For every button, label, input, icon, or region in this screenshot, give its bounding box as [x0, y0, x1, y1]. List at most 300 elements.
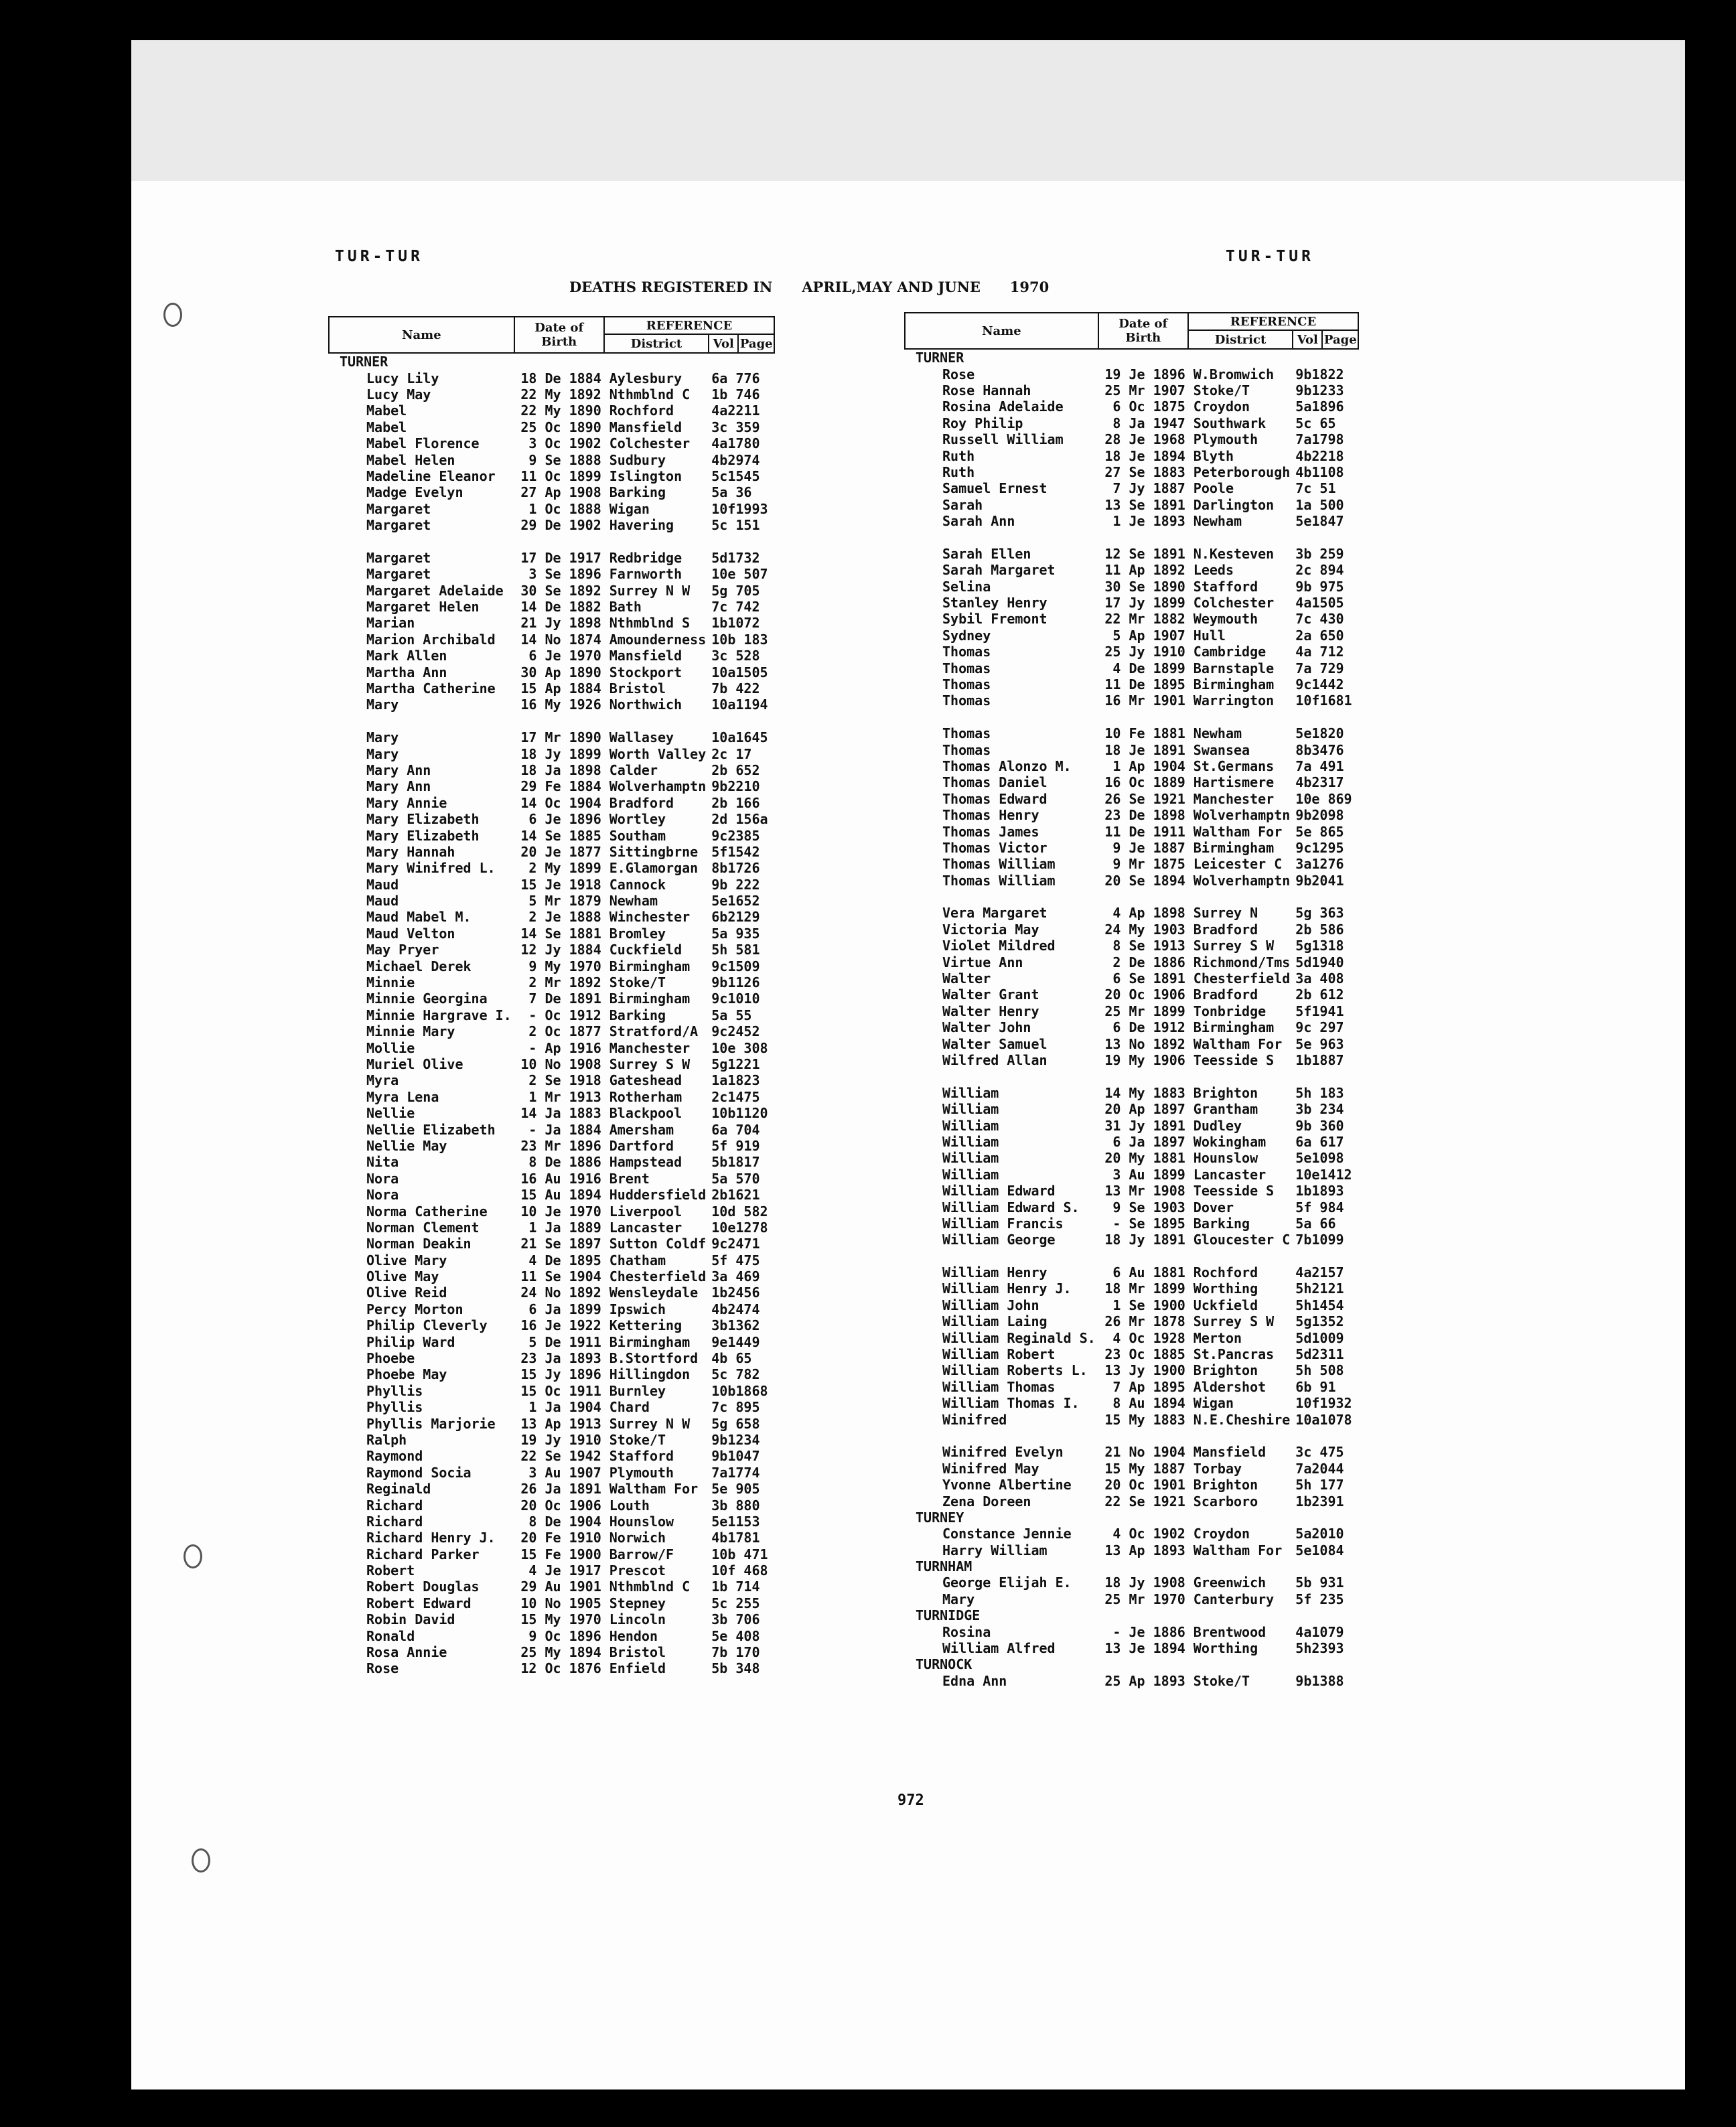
binder-hole	[184, 1544, 202, 1568]
entry-date-of-birth: 30 Se 1890	[1104, 578, 1185, 595]
entry-district: Waltham For	[1193, 1035, 1283, 1052]
entry-district: Wolverhamptn	[609, 778, 707, 795]
entry-reference: 10e1278	[711, 1219, 768, 1236]
entry-reference: 7a1774	[711, 1464, 760, 1481]
entry-date-of-birth: 14 No 1874	[520, 631, 601, 648]
entry-district: Peterborough	[1193, 463, 1291, 480]
entry-date-of-birth: 13 Je 1894	[1104, 1640, 1185, 1657]
header-name: Name	[905, 313, 1098, 349]
entry-district: Brighton	[1193, 1084, 1258, 1101]
register-entry	[905, 1444, 1358, 1460]
entry-date-of-birth: 3 Au 1907	[528, 1464, 601, 1481]
entry-name: Madge Evelyn	[366, 484, 463, 501]
entry-date-of-birth: 20 Oc 1906	[520, 1497, 601, 1514]
entry-date-of-birth: 2 De 1886	[1112, 954, 1185, 970]
entry-district: Surrey N W	[609, 582, 691, 599]
entry-district: Rotherham	[609, 1088, 682, 1105]
entry-name: Ronald	[366, 1627, 415, 1644]
entry-date-of-birth: 20 Se 1894	[1104, 872, 1185, 889]
register-entry	[329, 1627, 774, 1643]
register-entry	[329, 974, 774, 991]
entry-district: Bath	[609, 599, 642, 615]
register-entry	[905, 807, 1358, 823]
register-entry	[905, 676, 1358, 692]
entry-reference: 3c 528	[711, 648, 760, 664]
register-entry	[905, 873, 1358, 889]
entry-reference: 9c1509	[711, 958, 760, 974]
register-entry	[329, 501, 774, 517]
entry-name: Nita	[366, 1154, 399, 1171]
entry-reference: 3b 234	[1295, 1101, 1344, 1118]
entry-name: Maud	[366, 876, 399, 893]
register-entry	[905, 1101, 1358, 1117]
entry-district: Poole	[1193, 480, 1234, 497]
entry-reference: 5g1318	[1295, 938, 1344, 954]
entry-reference: 2b1621	[711, 1187, 760, 1203]
register-entry	[329, 1595, 774, 1611]
entry-date-of-birth: 2 Se 1918	[528, 1072, 601, 1089]
register-entry	[329, 451, 774, 467]
entry-reference: 7b 422	[711, 680, 760, 696]
entry-district: Newham	[1193, 513, 1242, 530]
entry-date-of-birth: 17 Mr 1890	[520, 729, 601, 746]
entry-date-of-birth: 29 De 1902	[520, 517, 601, 534]
entry-date-of-birth: 13 Jy 1900	[1104, 1362, 1185, 1379]
entry-reference: 7b 170	[711, 1644, 760, 1661]
register-entry	[905, 970, 1358, 986]
register-entry	[905, 1150, 1358, 1166]
entry-date-of-birth: 13 Ap 1893	[1104, 1542, 1185, 1558]
entry-name: Olive Mary	[366, 1252, 447, 1268]
entry-date-of-birth: 18 Je 1894	[1104, 447, 1185, 464]
entry-date-of-birth: 4 Je 1917	[528, 1562, 601, 1579]
entry-reference: 4b 65	[711, 1350, 752, 1367]
entry-district: Birmingham	[1193, 1019, 1275, 1036]
register-entry	[905, 1591, 1358, 1607]
entry-date-of-birth: 4 Oc 1902	[1112, 1526, 1185, 1542]
entry-date-of-birth: 13 Se 1891	[1104, 496, 1185, 513]
entry-district: Colchester	[1193, 595, 1275, 611]
register-entry	[905, 986, 1358, 1003]
entry-name: Marian	[366, 615, 415, 632]
register-entry	[905, 382, 1358, 398]
entry-name: William Alfred	[942, 1640, 1056, 1657]
register-entry	[905, 922, 1358, 938]
entry-name: Harry William	[942, 1542, 1047, 1558]
entry-name: Mabel	[366, 402, 407, 419]
entry-reference: 5f1542	[711, 843, 760, 860]
entry-date-of-birth: 14 Oc 1904	[520, 794, 601, 811]
entry-district: Bristol	[609, 1644, 666, 1661]
register-entry	[905, 1003, 1358, 1019]
entry-reference: 5a 55	[711, 1007, 752, 1023]
entry-date-of-birth: 15 My 1883	[1104, 1411, 1185, 1428]
entry-date-of-birth: 20 Fe 1910	[520, 1530, 601, 1546]
entry-date-of-birth: 8 Se 1913	[1112, 938, 1185, 954]
entry-reference: 3b1362	[711, 1317, 760, 1334]
entry-district: Worthing	[1193, 1280, 1258, 1297]
register-entry	[905, 1134, 1358, 1150]
page-number: 972	[897, 1792, 924, 1809]
entry-date-of-birth: 13 Mr 1908	[1104, 1183, 1185, 1199]
entry-reference: 10a1505	[711, 664, 768, 680]
register-entry	[905, 905, 1358, 921]
register-entry	[329, 745, 774, 761]
entry-district: B.Stortford	[609, 1350, 699, 1367]
entry-district: Cambridge	[1193, 644, 1267, 660]
entry-date-of-birth: 3 Se 1896	[528, 566, 601, 583]
entry-reference: 5h 581	[711, 942, 760, 958]
entry-district: Winchester	[609, 909, 691, 926]
entry-name: Thomas	[942, 676, 991, 692]
entry-reference: 1b1887	[1295, 1051, 1344, 1068]
register-entry	[329, 1579, 774, 1595]
entry-district: Brentwood	[1193, 1623, 1267, 1640]
entry-district: Surrey S W	[1193, 1313, 1275, 1330]
entry-date-of-birth: 25 Oc 1890	[520, 419, 601, 435]
entry-district: Barking	[609, 1007, 666, 1023]
register-entry	[905, 1542, 1358, 1558]
entry-reference: 2d 156a	[711, 811, 768, 828]
register-entry	[329, 615, 774, 631]
entry-district: Stoke/T	[609, 1431, 666, 1448]
entry-name: Yvonne Albertine	[942, 1477, 1072, 1493]
register-entry	[905, 1477, 1358, 1493]
entry-date-of-birth: 12 Se 1891	[1104, 545, 1185, 562]
register-entry	[905, 1526, 1358, 1542]
register-entry	[905, 1280, 1358, 1297]
entry-name: Rose	[366, 1660, 399, 1677]
entry-district: Surrey N W	[609, 1415, 691, 1432]
blank-row	[329, 713, 774, 729]
entry-district: Waltham For	[609, 1481, 699, 1497]
entry-district: Hendon	[609, 1627, 658, 1644]
entry-date-of-birth: 2 My 1899	[528, 860, 601, 877]
register-entry	[905, 1395, 1358, 1411]
entry-date-of-birth: 9 Se 1888	[528, 451, 601, 468]
entry-name: Margaret	[366, 500, 431, 517]
entry-district: Wokingham	[1193, 1133, 1267, 1150]
register-entry	[329, 1089, 774, 1105]
entry-district: Blackpool	[609, 1105, 682, 1122]
entry-date-of-birth: 11 De 1911	[1104, 823, 1185, 840]
entry-name: Richard	[366, 1497, 423, 1514]
entry-district: Lancaster	[609, 1219, 682, 1236]
entry-name: William	[942, 1084, 999, 1101]
entry-name: William	[942, 1117, 999, 1134]
entry-date-of-birth: 20 Oc 1906	[1104, 986, 1185, 1003]
entry-reference: 7a1798	[1295, 431, 1344, 448]
register-entry	[905, 1035, 1358, 1051]
entry-district: Grantham	[1193, 1101, 1258, 1118]
entry-reference: 1b2456	[711, 1285, 760, 1301]
entry-reference: 3a1276	[1295, 856, 1344, 873]
entry-date-of-birth: 9 Mr 1875	[1112, 856, 1185, 873]
entry-name: Mary Ann	[366, 778, 431, 795]
entry-date-of-birth: 25 Mr 1970	[1104, 1591, 1185, 1607]
entry-reference: 4a1780	[711, 435, 760, 452]
entry-reference: 5e1847	[1295, 513, 1344, 530]
entry-reference: 10f1681	[1295, 692, 1352, 709]
register-entry	[905, 415, 1358, 431]
entry-date-of-birth: 16 Mr 1901	[1104, 692, 1185, 709]
entry-reference: 5a 66	[1295, 1215, 1336, 1232]
entry-name: Winifred	[942, 1411, 1007, 1428]
entry-date-of-birth: 14 My 1883	[1104, 1084, 1185, 1101]
entry-district: Chard	[609, 1399, 650, 1416]
entry-reference: 1b2391	[1295, 1493, 1344, 1510]
spacer	[905, 529, 1358, 545]
header-name: Name	[329, 317, 514, 353]
entry-district: Amersham	[609, 1121, 674, 1138]
entry-reference: 10b 471	[711, 1546, 768, 1562]
entry-date-of-birth: 9 Se 1903	[1112, 1199, 1185, 1216]
entry-date-of-birth: 8 De 1904	[528, 1513, 601, 1530]
entry-reference: 5g 363	[1295, 905, 1344, 922]
header-vol: Vol	[709, 334, 738, 353]
register-entry	[905, 1183, 1358, 1199]
entry-district: Darlington	[1193, 496, 1275, 513]
entry-district: Bristol	[609, 680, 666, 696]
entry-name: William	[942, 1101, 999, 1118]
entry-date-of-birth: 2 Je 1888	[528, 909, 601, 926]
entry-district: Bromley	[609, 925, 666, 942]
entry-date-of-birth: 22 My 1890	[520, 402, 601, 419]
register-entry	[905, 1493, 1358, 1509]
entry-name: William Reginald S.	[942, 1329, 1096, 1346]
entry-date-of-birth: 6 Je 1896	[528, 811, 601, 828]
entry-date-of-birth: 20 Ap 1897	[1104, 1101, 1185, 1118]
entry-name: Phoebe May	[366, 1366, 447, 1383]
entry-date-of-birth: 19 Jy 1910	[520, 1431, 601, 1448]
entry-district: Wortley	[609, 811, 666, 828]
header-page: Page	[1322, 330, 1358, 349]
title-prefix: DEATHS REGISTERED IN	[569, 279, 773, 295]
entry-name: Thomas William	[942, 856, 1056, 873]
entry-reference: 5d1009	[1295, 1329, 1344, 1346]
entry-reference: 5e 408	[711, 1627, 760, 1644]
register-entry	[905, 660, 1358, 676]
entry-district: Chatham	[609, 1252, 666, 1268]
entry-reference: 2c1475	[711, 1088, 760, 1105]
register-entry	[329, 1039, 774, 1055]
entry-name: Sarah Margaret	[942, 562, 1056, 579]
entry-reference: 6a 704	[711, 1121, 760, 1138]
entry-district: Teesside S	[1193, 1183, 1275, 1199]
entry-reference: 9b 360	[1295, 1117, 1344, 1134]
register-entry	[329, 1333, 774, 1349]
register-entry	[329, 1465, 774, 1481]
entry-name: Phyllis Marjorie	[366, 1415, 496, 1432]
entry-name: Sarah Ann	[942, 513, 1015, 530]
entry-name: Walter	[942, 970, 991, 987]
entry-reference: 7a 491	[1295, 757, 1344, 774]
register-entry	[905, 1329, 1358, 1345]
entry-name: Virtue Ann	[942, 954, 1023, 970]
entry-reference: 9c1010	[711, 991, 760, 1007]
entry-reference: 5e 865	[1295, 823, 1344, 840]
entry-date-of-birth: 23 Oc 1885	[1104, 1346, 1185, 1363]
register-entry	[905, 546, 1358, 562]
register-entry	[905, 692, 1358, 709]
entry-district: Brighton	[1193, 1362, 1258, 1379]
register-entry	[329, 1138, 774, 1154]
entry-reference: 5g 705	[711, 582, 760, 599]
entry-district: Prescot	[609, 1562, 666, 1579]
entry-reference: 4a 712	[1295, 644, 1344, 660]
register-entry	[905, 840, 1358, 856]
entry-date-of-birth: 18 Jy 1891	[1104, 1232, 1185, 1248]
register-entry	[905, 1574, 1358, 1591]
entry-district: Surrey S W	[609, 1055, 691, 1072]
register-entry	[329, 386, 774, 402]
register-entry	[329, 582, 774, 598]
entry-date-of-birth: 1 Se 1900	[1112, 1297, 1185, 1313]
entry-reference: 10e 869	[1295, 790, 1352, 807]
entry-reference: 10e 507	[711, 566, 768, 583]
register-entry	[329, 1187, 774, 1203]
entry-name: Violet Mildred	[942, 938, 1056, 954]
entry-district: Croydon	[1193, 398, 1250, 415]
entry-date-of-birth: 15 Au 1894	[520, 1187, 601, 1203]
entry-district: Waltham For	[1193, 1542, 1283, 1558]
entry-district: E.Glamorgan	[609, 860, 699, 877]
entry-name: Rosina	[942, 1623, 991, 1640]
sheet-shadow-band	[131, 40, 1685, 181]
entry-district: Stepney	[609, 1595, 666, 1611]
entry-name: Marion Archibald	[366, 631, 496, 648]
entry-district: Ipswich	[609, 1301, 666, 1317]
entry-reference: 3c 359	[711, 419, 760, 435]
entry-date-of-birth: 6 Ja 1899	[528, 1301, 601, 1317]
entry-reference: 10e 308	[711, 1039, 768, 1056]
entry-district: Leicester C	[1193, 856, 1283, 873]
entry-district: Hartismere	[1193, 774, 1275, 791]
entry-date-of-birth: 26 Mr 1878	[1104, 1313, 1185, 1330]
entry-district: Birmingham	[609, 991, 691, 1007]
entry-date-of-birth: 4 Ap 1898	[1112, 905, 1185, 922]
entry-district: Tonbridge	[1193, 1003, 1267, 1019]
entry-name: Olive May	[366, 1268, 439, 1285]
register-entry	[329, 1007, 774, 1023]
entry-date-of-birth: 1 Ja 1904	[528, 1399, 601, 1416]
entry-date-of-birth: 21 Se 1897	[520, 1236, 601, 1252]
entry-district: Newham	[609, 893, 658, 909]
entry-date-of-birth: 17 De 1917	[520, 549, 601, 566]
register-entry	[905, 1264, 1358, 1280]
entry-district: Wensleydale	[609, 1285, 699, 1301]
register-entry	[329, 1514, 774, 1530]
entry-name: William Edward	[942, 1183, 1056, 1199]
entry-reference: 5c1545	[711, 467, 760, 484]
entry-district: Worth Valley	[609, 745, 707, 762]
entry-name: Rosina Adelaide	[942, 398, 1064, 415]
entry-name: Sydney	[942, 627, 991, 644]
entry-name: Mary Winifred L.	[366, 860, 496, 877]
register-entry	[905, 464, 1358, 480]
entry-district: N.Kesteven	[1193, 545, 1275, 562]
entry-name: Nellie Elizabeth	[366, 1121, 496, 1138]
register-entry	[905, 447, 1358, 463]
register-entry	[329, 909, 774, 925]
entry-date-of-birth: - Ap 1916	[528, 1039, 601, 1056]
surname-heading: TURNEY	[916, 1509, 964, 1526]
blank-row	[905, 709, 1358, 725]
surname-heading-row	[905, 1656, 1358, 1672]
entry-date-of-birth: 14 Se 1885	[520, 827, 601, 844]
register-entry	[329, 1268, 774, 1285]
entry-name: Minnie Mary	[366, 1023, 455, 1040]
entry-district: Brighton	[1193, 1477, 1258, 1493]
spacer	[905, 1248, 1358, 1264]
entry-name: William Edward S.	[942, 1199, 1080, 1216]
entry-name: Ralph	[366, 1431, 407, 1448]
header-reference: REFERENCE	[604, 317, 775, 334]
entry-name: Olive Reid	[366, 1285, 447, 1301]
entry-reference: 4a1505	[1295, 595, 1344, 611]
entry-date-of-birth: 11 Ap 1892	[1104, 562, 1185, 579]
entry-name: Mark Allen	[366, 648, 447, 664]
entry-name: William Thomas I.	[942, 1395, 1080, 1412]
entry-reference: 3b 706	[711, 1611, 760, 1628]
surname-heading: TURNHAM	[916, 1558, 972, 1575]
entry-district: Kettering	[609, 1317, 682, 1334]
header-district: District	[1188, 330, 1293, 349]
blank-row	[905, 1068, 1358, 1084]
entry-date-of-birth: 7 Jy 1887	[1112, 480, 1185, 497]
surname-heading-row	[329, 353, 774, 370]
entry-reference: 7a2044	[1295, 1460, 1344, 1477]
register-entry	[329, 632, 774, 648]
entry-date-of-birth: 18 Je 1891	[1104, 741, 1185, 758]
entry-name: Martha Catherine	[366, 680, 496, 696]
entry-date-of-birth: 6 Ja 1897	[1112, 1133, 1185, 1150]
entry-name: William Henry	[942, 1264, 1047, 1281]
register-entry	[329, 550, 774, 566]
entry-district: Mansfield	[609, 419, 682, 435]
entry-reference: 6b 91	[1295, 1378, 1336, 1395]
entry-date-of-birth: 19 Je 1896	[1104, 366, 1185, 382]
entry-reference: 5a1896	[1295, 398, 1344, 415]
entry-reference: 5f 984	[1295, 1199, 1344, 1216]
register-entry	[329, 1154, 774, 1170]
entry-district: St.Pancras	[1193, 1346, 1275, 1363]
entry-name: Roy Philip	[942, 415, 1023, 431]
entry-name: Mary Elizabeth	[366, 811, 480, 828]
register-entry	[329, 1415, 774, 1431]
entry-name: Mabel	[366, 419, 407, 435]
entry-date-of-birth: 18 De 1884	[520, 370, 601, 386]
register-entry	[905, 497, 1358, 513]
entry-reference: 3b 259	[1295, 545, 1344, 562]
register-entry	[329, 1660, 774, 1676]
entry-date-of-birth: 10 No 1908	[520, 1055, 601, 1072]
entry-date-of-birth: 22 My 1892	[520, 386, 601, 402]
entry-date-of-birth: 24 No 1892	[520, 1285, 601, 1301]
entry-date-of-birth: 23 De 1898	[1104, 807, 1185, 824]
entry-district: Barrow/F	[609, 1546, 674, 1562]
register-entry	[329, 435, 774, 451]
entry-date-of-birth: 15 Ap 1884	[520, 680, 601, 696]
entry-date-of-birth: 1 Je 1893	[1112, 513, 1185, 530]
entry-district: Torbay	[1193, 1460, 1242, 1477]
entry-name: Mabel Florence	[366, 435, 480, 452]
header-page: Page	[738, 334, 774, 353]
entry-reference: 10b 183	[711, 631, 768, 648]
entry-district: Stafford	[1193, 578, 1258, 595]
entry-date-of-birth: 29 Au 1901	[520, 1579, 601, 1595]
entry-reference: 4b2317	[1295, 774, 1344, 791]
